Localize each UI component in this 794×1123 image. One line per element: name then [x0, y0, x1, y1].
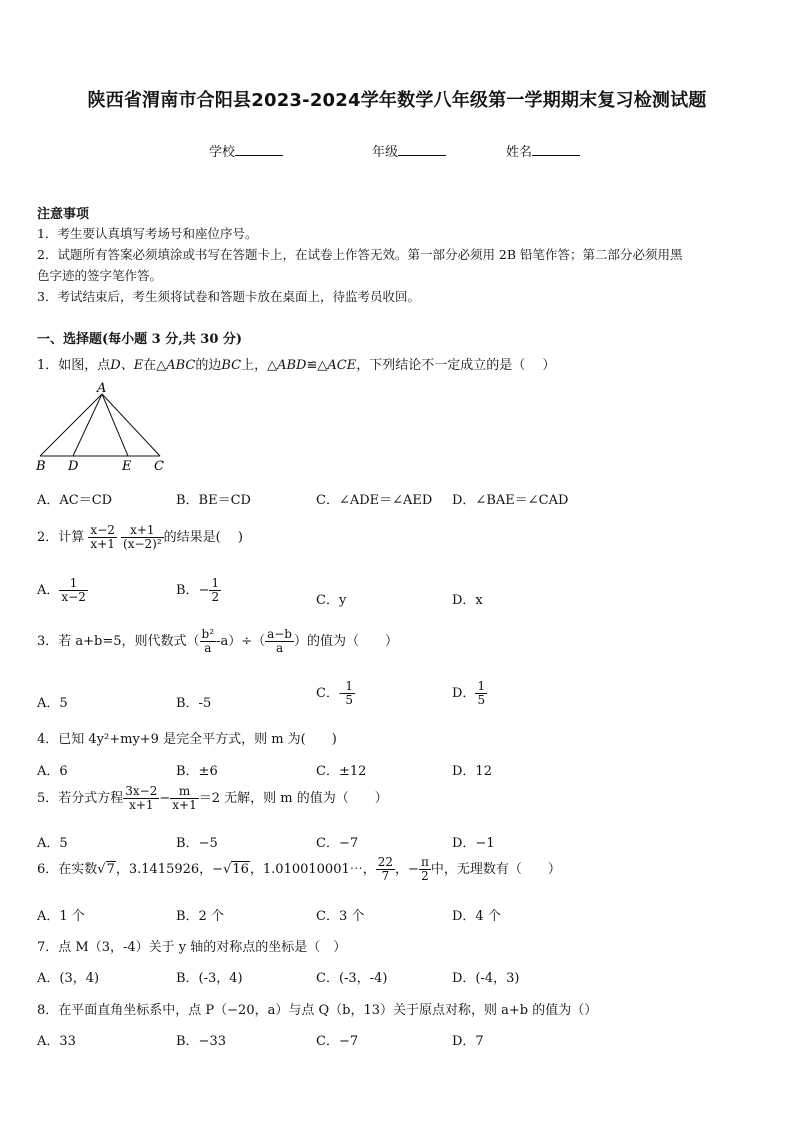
q1-text: ABD: [277, 358, 307, 373]
q3-text: 3．若 a+b=5，则代数式（: [37, 634, 200, 650]
notes-heading: 注意事项: [37, 207, 90, 222]
q6-text: ，−: [395, 862, 419, 878]
q1-text: 的边: [195, 358, 222, 373]
name-blank: [532, 143, 580, 156]
question-3-stem: [37, 628, 398, 655]
note-item: 色字迹的签字笔作答。: [37, 268, 163, 283]
q2-fraction-2: $\frac{x+1}{\text{(x−2)²}}$: [123, 523, 162, 552]
q1-option-d: D．∠BAE＝∠CAD: [452, 493, 569, 508]
vertex-label-d: D: [68, 459, 79, 474]
question-6-stem: [37, 856, 561, 883]
q4-option-d: D．12: [452, 764, 492, 779]
triangle-figure: [30, 380, 180, 475]
q3-option-b: B．-5: [176, 696, 212, 711]
q3-option-c: C．- $\frac{1}{5}$: [316, 679, 353, 708]
q5-option-a: A．5: [37, 836, 68, 851]
q6-text: 6．在实数: [37, 862, 98, 878]
q3-fraction-1: $\frac{\text{b²}}{a}$: [201, 627, 215, 656]
q6-radicand: 7: [106, 862, 115, 878]
q4-option-c: C．±12: [316, 764, 367, 779]
vertex-label-e: E: [122, 459, 132, 474]
question-7-stem: 7．点 M（3，-4）关于 y 轴的对称点的坐标是（ ）: [37, 940, 347, 955]
school-blank: [235, 143, 283, 156]
q3-option-d: D． $\frac{1}{5}$: [452, 679, 486, 708]
sqrt-icon: √: [97, 862, 106, 878]
q2-option-d: D．x: [452, 593, 483, 608]
q6-fraction-2: $\frac{\pi}{2}$: [420, 855, 429, 884]
q8-option-b: B．−33: [176, 1034, 226, 1049]
q1-text: ABC: [166, 358, 196, 373]
note-item: 3．考试结束后，考生须将试卷和答题卡放在桌面上，待监考员收回。: [37, 289, 420, 304]
q1-text: 1．如图，点: [37, 358, 111, 373]
q1-text: ACE: [327, 358, 357, 373]
q1-text: 在△: [143, 358, 167, 373]
grade-blank: [398, 143, 446, 156]
q2-fraction-1: $\frac{x-2}{x+1}$: [90, 523, 115, 552]
page-title: 陕西省渭南市合阳县2023-2024学年数学八年级第一学期期末复习检测试题: [87, 90, 707, 111]
q5-text: ＝2 无解，则 m 的值为（ ）: [198, 791, 388, 807]
q6-option-b: B．2 个: [176, 909, 224, 924]
note-item: 1．考生要认真填写考场号和座位序号。: [37, 226, 258, 241]
line-ad: [73, 394, 102, 456]
q1-option-b: B．BE＝CD: [176, 493, 251, 508]
sqrt-icon: √: [223, 862, 232, 878]
q1-text: ，下列结论不一定成立的是（ ）: [356, 358, 556, 373]
q5-text: −: [159, 791, 171, 807]
q4-option-b: B．±6: [176, 764, 218, 779]
question-4-stem: 4．已知 4y²+my+9 是完全平方式，则 m 为( ): [37, 732, 337, 747]
q1-option-c: C．∠ADE＝∠AED: [316, 493, 433, 508]
question-5-stem: [37, 785, 388, 812]
vertex-label-a: A: [97, 381, 107, 396]
q7-option-b: B．(-3，4): [176, 971, 243, 986]
vertex-label-c: C: [154, 459, 164, 474]
q5-fraction-2: $\frac{m}{x+1}$: [172, 784, 197, 813]
q2-option-c: C．y: [316, 593, 347, 608]
q6-option-a: A．1 个: [37, 909, 85, 924]
school-field: [209, 141, 283, 160]
q1-text: D、E: [110, 358, 144, 373]
q6-radicand: 16: [232, 862, 249, 878]
question-2-stem: [37, 524, 243, 551]
q6-option-d: D．4 个: [452, 909, 501, 924]
name-label: 姓名: [506, 145, 533, 160]
q4-option-a: A．6: [37, 764, 68, 779]
note-item: 2．试题所有答案必须填涂或书写在答题卡上，在试卷上作答无效。第一部分必须用 2B 铅笔作答；第二部分必须用黑: [37, 247, 683, 262]
q6-text: 中，无理数有（ ）: [430, 862, 561, 878]
q5-option-b: B．−5: [176, 836, 218, 851]
q2-text: 2．计算: [37, 530, 85, 546]
q1-text: BC: [221, 358, 242, 373]
section-heading: 一、选择题(每小题 3 分,共 30 分): [37, 332, 243, 347]
line-ac: [102, 394, 160, 456]
name-field: [506, 141, 580, 160]
q3-text: -a）÷（: [216, 634, 266, 650]
q7-option-a: A．(3，4): [37, 971, 100, 986]
q5-option-d: D．−1: [452, 836, 495, 851]
question-8-stem: 8．在平面直角坐标系中，点 P（−20，a）与点 Q（b，13）关于原点对称，则 a+b 的值为（）: [37, 1003, 598, 1018]
q3-fraction-2: $\frac{a-b}{a}$: [267, 627, 292, 656]
question-1-stem: [37, 354, 555, 373]
grade-label: 年级: [372, 145, 399, 160]
q8-option-d: D．7: [452, 1034, 484, 1049]
q3-text: ）的值为（ ）: [293, 634, 398, 650]
q8-option-a: A．33: [37, 1034, 76, 1049]
q1-text: ≌△: [306, 358, 328, 373]
q8-option-c: C．−7: [316, 1034, 359, 1049]
q1-text: 上，△: [241, 358, 278, 373]
q2-option-b: B．− $\frac{1}{2}$: [176, 576, 220, 605]
q6-fraction-1: $\frac{22}{7}$: [377, 855, 394, 884]
q5-text: 5．若分式方程: [37, 791, 124, 807]
q2-text: 的结果是( ): [163, 530, 243, 546]
q5-option-c: C．−7: [316, 836, 359, 851]
grade-field: [372, 141, 446, 160]
vertex-label-b: B: [36, 459, 46, 474]
q2-option-a: A． $\frac{1}{x-2}$: [37, 576, 86, 605]
q7-option-d: D．(-4，3): [452, 971, 520, 986]
q1-option-a: A．AC＝CD: [37, 493, 113, 508]
school-label: 学校: [209, 145, 236, 160]
q5-fraction-1: $\frac{3x-2}{x+1}$: [125, 784, 158, 813]
q6-text: ，1.010010001⋯，: [249, 862, 376, 878]
q6-text: ，3.1415926，−: [115, 862, 224, 878]
q3-option-a: A．5: [37, 696, 68, 711]
q7-option-c: C．(-3，-4): [316, 971, 388, 986]
line-ae: [102, 394, 128, 456]
q6-option-c: C．3 个: [316, 909, 365, 924]
line-ab: [40, 394, 102, 456]
